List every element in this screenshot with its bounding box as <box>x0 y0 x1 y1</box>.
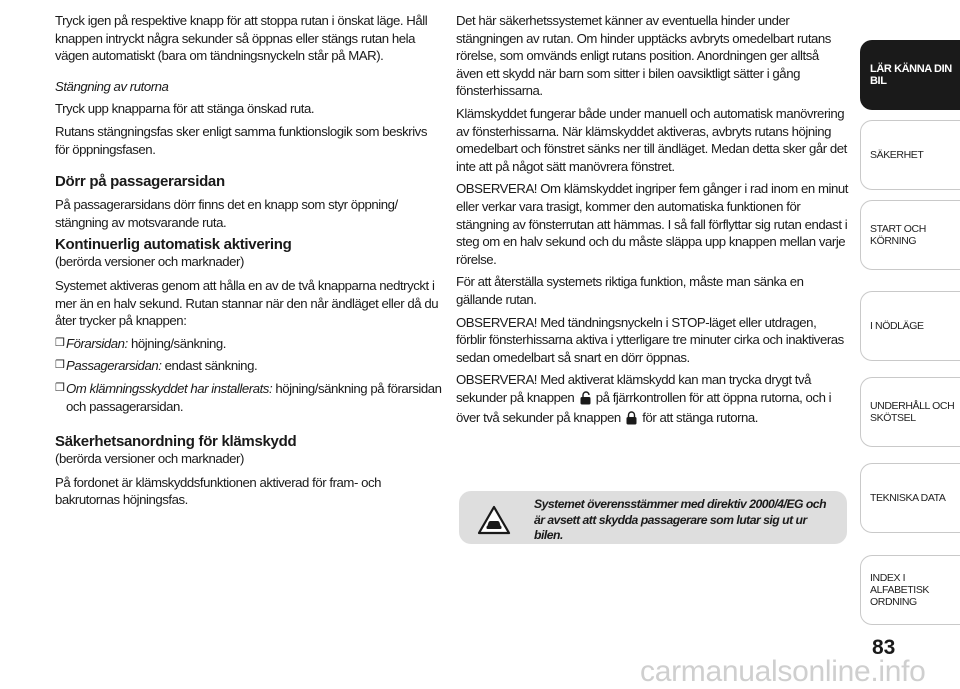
page-number: 83 <box>872 636 896 659</box>
bullet-icon: ❒ <box>55 359 65 372</box>
tab-i-nodlage[interactable] <box>860 291 960 361</box>
subheading-note: (berörda versioner och marknader) <box>55 451 244 467</box>
paragraph: På passagerarsidans dörr finns det en knapp som styr öppning/ stängning av motsvarande ruta. <box>55 197 398 230</box>
tab-label: LÄR KÄNNA DIN BIL <box>870 63 952 87</box>
list-item <box>55 380 443 415</box>
paragraph: För att återställa systemets riktiga funktion, måste man sänka en gällande rutan. <box>456 274 804 307</box>
subheading-closing: Stängning av rutorna <box>55 78 169 94</box>
tab-label: UNDERHÅLL OCH SKÖTSEL <box>870 400 955 424</box>
tab-label: INDEX I ALFABETISK ORDNING <box>870 572 930 608</box>
tab-lar-kanna-din-bil[interactable] <box>860 40 960 110</box>
paragraph: Systemet aktiveras genom att hålla en av de två knapparna nedtryckt i mer än en halv sekund. Rutan stannar när den når ändläget eller då du åter trycker på knappen: <box>55 277 439 329</box>
tab-sakerhet[interactable] <box>860 120 960 190</box>
tab-label: START OCH KÖRNING <box>870 223 926 247</box>
paragraph: OBSERVERA! Om klämskyddet ingriper fem gånger i rad inom en minut eller verkar vara trasigt, kommer den automatiska funktionen för stängning av fönsterrutan att hämmas. I så fall förflyttar sig rutan endast i steg om en halv sekund och du måste släppa upp knappen mellan varje rörelse. <box>456 181 848 267</box>
car-warning-icon <box>477 505 511 540</box>
list-item-text: höjning/sänkning på förarsidan och passagerarsidan. <box>66 380 442 414</box>
tab-label: I NÖDLÄGE <box>870 320 924 332</box>
paragraph: Tryck igen på respektive knapp för att stoppa rutan i önskat läge. Håll knappen intryckt några sekunder så öppnas eller stängs rutan hela vägen automatiskt (bara om tändningsnyckeln står på MAR). <box>55 13 428 64</box>
left-column <box>55 12 443 514</box>
paragraph-part: för att stänga rutorna. <box>642 410 759 426</box>
paragraph: Tryck upp knapparna för att stänga önskad ruta. <box>55 101 315 117</box>
list-item-label: Förarsidan: <box>66 335 128 351</box>
heading-passenger-door: Dörr på passagerarsidan <box>55 173 225 191</box>
tab-label: SÄKERHET <box>870 149 924 161</box>
paragraph-part: på fjärrkontrollen för att öppna rutorna, och i över två sekunder på knappen <box>456 389 832 426</box>
list-item-label: Passagerarsidan: <box>66 358 162 374</box>
tab-tekniska-data[interactable] <box>860 463 960 533</box>
warning-note <box>459 491 847 544</box>
list-item-label: Om klämningsskyddet har installerats: <box>66 380 273 396</box>
paragraph: Det här säkerhetssystemet känner av eventuella hinder under stängningen av rutan. Om hinder upptäcks avbryts omedelbart rutans rörelse, som omvänds enligt rutans position. Anordningen ger alltså även ett skydd när barn som sitter i bilen oavsiktligt sätter i gång fönsterhissarna. <box>456 13 831 99</box>
subheading-note: (berörda versioner och marknader) <box>55 254 244 270</box>
middle-column <box>456 12 848 435</box>
tab-underhall-och-skotsel[interactable] <box>860 377 960 447</box>
lock-open-icon <box>580 391 591 410</box>
list-item <box>55 335 443 353</box>
tab-index[interactable] <box>860 555 960 625</box>
paragraph: Klämskyddet fungerar både under manuell och automatisk manövrering av fönsterhissarna. När klämskyddet aktiveras, avbryts rutans höjning omedelbart och fönstret sänks ner till ändläget. Medan detta sker går det inte att på något sätt manövrera fönstret. <box>456 105 847 174</box>
watermark: carmanualsonline.info <box>640 655 926 688</box>
lock-closed-icon <box>626 411 637 430</box>
list-item-text: endast sänkning. <box>161 358 258 374</box>
bullet-icon: ❒ <box>55 336 65 349</box>
note-text: Systemet överensstämmer med direktiv 2000/4/EG och är avsett att skydda passagerare som lutar sig ut ur bilen. <box>534 497 827 542</box>
heading-continuous-activation: Kontinuerlig automatisk aktivering <box>55 236 292 254</box>
bullet-icon: ❒ <box>55 381 65 394</box>
paragraph: Rutans stängningsfas sker enligt samma funktionslogik som beskrivs för öppningsfasen. <box>55 123 427 157</box>
list-item <box>55 357 443 375</box>
heading-safety-device: Säkerhetsanordning för klämskydd <box>55 433 297 451</box>
paragraph-remote-keys <box>456 371 848 430</box>
tab-start-och-korning[interactable] <box>860 200 960 270</box>
list-item-text: höjning/sänkning. <box>127 335 226 351</box>
paragraph: På fordonet är klämskyddsfunktionen aktiverad för fram- och bakrutornas höjningsfas. <box>55 474 382 508</box>
tab-label: TEKNISKA DATA <box>870 492 946 504</box>
paragraph: OBSERVERA! Med tändningsnyckeln i STOP-läget eller utdragen, förblir fönsterhissarna aktiva i ytterligare tre minuter cirka och inaktiveras sedan omedelbart så snart en dörr öppnas. <box>456 314 844 365</box>
paragraph-part: OBSERVERA! Med aktiverat klämskydd kan man trycka drygt två sekunder på knappen <box>456 372 812 405</box>
